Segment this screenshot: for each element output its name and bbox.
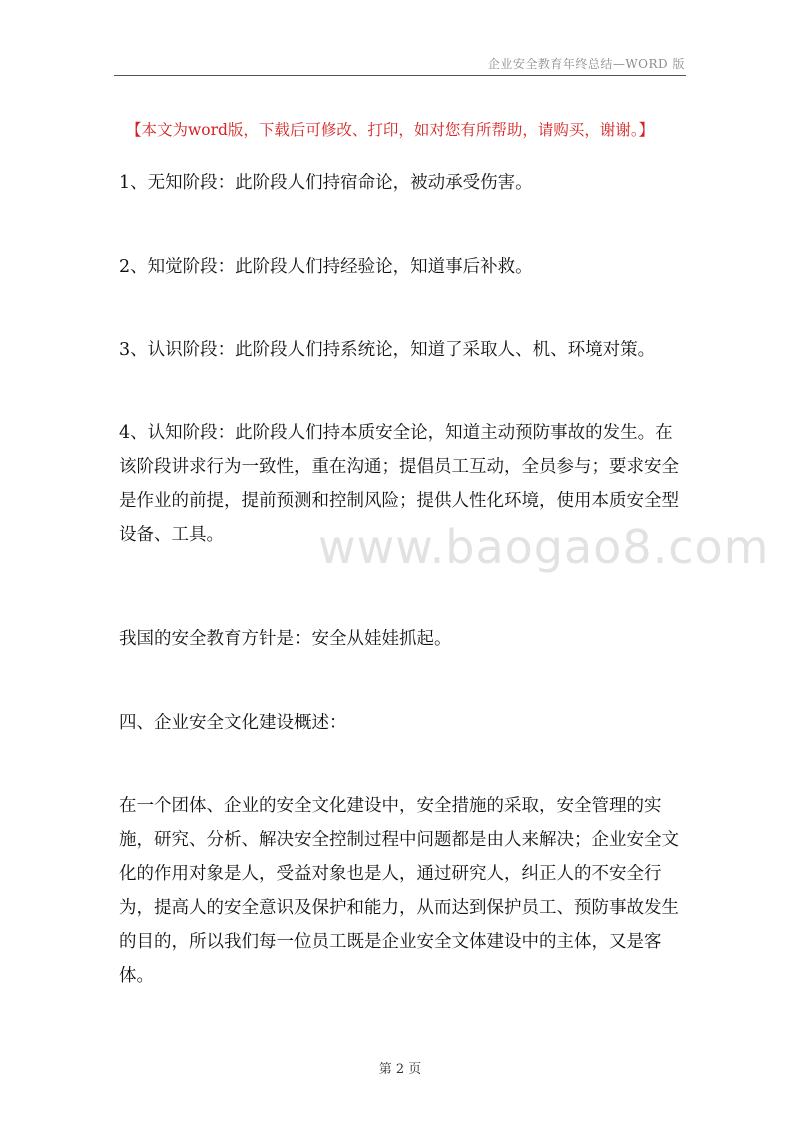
paragraph-stage-1: 1、无知阶段：此阶段人们持宿命论，被动承受伤害。 (119, 173, 533, 193)
paragraph-stage-3: 3、认识阶段：此阶段人们持系统论，知道了采取人、机、环境对策。 (119, 340, 656, 360)
document-header-title: 企业安全教育年终总结—WORD 版 (487, 57, 685, 71)
paragraph-stage-2: 2、知觉阶段：此阶段人们持经验论，知道事后补救。 (119, 257, 533, 277)
paragraph-culture-overview: 在一个团体、企业的安全文化建设中，安全措施的采取，安全管理的实施，研究、分析、解决安全控制过程中问题都是由人来解决；企业安全文化的作用对象是人，受益对象也是人，通过研究人，纠正人的不安全行为，提高人的安全意识及保护和能力，从而达到保护员工、预防事故发生的目的，所以我们每一位员工既是企业安全文体建设中的主体，又是客体。 (119, 796, 679, 986)
page-number: 第 2 页 (378, 1062, 422, 1077)
download-notice: 【本文为word版，下载后可修改、打印，如对您有所帮助，请购买，谢谢。】 (126, 121, 655, 139)
section-heading-culture: 四、企业安全文化建设概述： (119, 713, 347, 733)
paragraph-education-policy: 我国的安全教育方针是：安全从娃娃抓起。 (119, 629, 452, 649)
paragraph-stage-4: 4、认知阶段：此阶段人们持本质安全论，知道主动预防事故的发生。在该阶段讲求行为一致性，重在沟通；提倡员工互动，全员参与；要求安全是作业的前提，提前预测和控制风险；提供人性化环境，使用本质安全型设备、工具。 (119, 423, 679, 545)
site-watermark: www.baogao8.com (318, 520, 770, 574)
header-divider (114, 75, 686, 76)
